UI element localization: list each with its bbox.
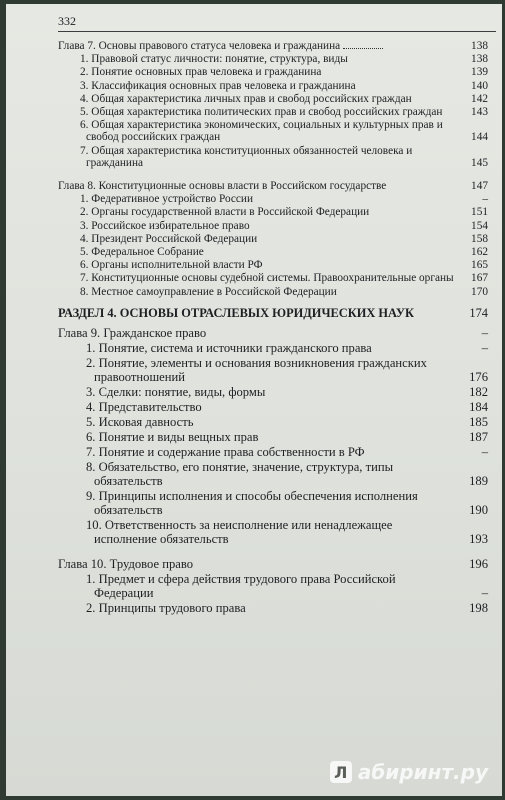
item-text: 2. Принципы трудового права — [86, 600, 246, 615]
item-text: 6. Общая характеристика экономических, социальных и культурных прав и свобод российских граждан — [80, 119, 443, 144]
list-item — [58, 233, 488, 245]
page-ref: 193 — [469, 531, 488, 546]
item-text: 1. Предмет и сфера действия трудового права Российской Федерации — [86, 571, 396, 600]
item-text: 6. Понятие и виды вещных прав — [86, 429, 259, 444]
book-page — [6, 4, 502, 796]
chapter-title: Глава 9. Гражданское право — [58, 325, 207, 340]
list-item — [58, 356, 488, 384]
list-item — [58, 66, 488, 78]
page-ref: 145 — [471, 156, 488, 169]
item-text: 3. Классификация основных прав человека и гражданина — [80, 79, 356, 92]
list-item — [58, 106, 488, 118]
page-ref: 190 — [469, 502, 488, 517]
header-rule — [58, 31, 496, 32]
labirint-logo-icon: Л — [330, 761, 352, 783]
page-ref: 189 — [469, 473, 488, 488]
list-item — [58, 272, 488, 284]
page-ref: 140 — [471, 79, 488, 92]
list-item — [58, 93, 488, 105]
list-item — [58, 246, 488, 258]
item-text: 7. Общая характеристика конституционных обязанностей человека и гражданина — [80, 144, 413, 169]
page-ref: 174 — [469, 305, 488, 320]
page-ref: – — [481, 325, 488, 340]
item-text: 3. Российское избирательное право — [80, 219, 250, 232]
page-ref: 139 — [471, 66, 488, 79]
chapter-title: Глава 8. Конституционные основы власти в Российском государстве — [58, 180, 387, 193]
page-ref: 151 — [471, 206, 488, 219]
item-text: 10. Ответственность за неисполнение или ненадлежащее исполнение обязательств — [86, 517, 393, 546]
item-text: 4. Президент Российской Федерации — [80, 232, 258, 245]
item-text: 2. Органы государственной власти в Российской Федерации — [80, 206, 370, 219]
list-item — [58, 385, 488, 399]
page-ref: 185 — [469, 414, 488, 429]
page-number: 332 — [58, 14, 76, 28]
list-item — [58, 206, 488, 218]
item-text: 2. Понятие, элементы и основания возникновения гражданских правоотношений — [86, 355, 427, 384]
page-ref: 154 — [471, 219, 488, 232]
chapter-title: Глава 10. Трудовое право — [58, 556, 194, 571]
item-text: 4. Представительство — [86, 399, 202, 414]
list-item — [58, 518, 488, 546]
list-item — [58, 460, 488, 488]
list-item — [58, 430, 488, 444]
list-item — [58, 259, 488, 271]
page-ref: 196 — [469, 556, 488, 571]
list-item: 1. Федеративное устройство России – — [80, 193, 488, 206]
item-text: 9. Принципы исполнения и способы обеспечения исполнения обязательств — [86, 488, 418, 517]
list-item — [58, 400, 488, 414]
page-ref: 184 — [469, 399, 488, 414]
item-text: 1. Правовой статус личности: понятие, структура, виды — [80, 53, 348, 66]
page-ref: 143 — [471, 106, 488, 119]
list-item — [58, 220, 488, 232]
page-ref: 170 — [471, 285, 488, 298]
list-item — [58, 145, 488, 169]
section-title: РАЗДЕЛ 4. ОСНОВЫ ОТРАСЛЕВЫХ ЮРИДИЧЕСКИХ НАУК — [58, 305, 414, 320]
item-text: 8. Обязательство, его понятие, значение, структура, типы обязательств — [86, 459, 394, 488]
list-item — [58, 286, 488, 298]
page-ref: 187 — [469, 429, 488, 444]
page-ref: 198 — [469, 600, 488, 615]
watermark — [330, 760, 488, 784]
page-ref: 144 — [471, 131, 488, 144]
page-ref: 138 — [471, 40, 488, 52]
list-item — [58, 601, 488, 615]
list-item — [58, 53, 488, 65]
list-item — [58, 415, 488, 429]
watermark-text: абиринт.ру — [357, 760, 488, 784]
item-text: 7. Понятие и содержание права собственности в РФ — [86, 444, 365, 459]
list-item: 1. Предмет и сфера действия трудового права Российской Федерации – — [86, 571, 488, 600]
list-item — [58, 489, 488, 517]
list-item — [58, 119, 488, 143]
page-ref: 142 — [471, 92, 488, 105]
section-4-heading — [58, 306, 488, 320]
page-ref: 176 — [469, 369, 488, 384]
page-ref: 165 — [471, 259, 488, 272]
page-ref: 182 — [469, 384, 488, 399]
page-ref: 167 — [471, 272, 488, 285]
item-text: 2. Понятие основных прав человека и гражданина — [80, 66, 322, 79]
item-text: 1. Федеративное устройство России — [80, 193, 254, 206]
page-ref: 158 — [471, 232, 488, 245]
page-ref: 162 — [471, 246, 488, 259]
item-text: 5. Исковая давность — [86, 414, 194, 429]
item-text: 6. Органы исполнительной власти РФ — [80, 259, 263, 272]
item-text: 3. Сделки: понятие, виды, формы — [86, 384, 266, 399]
list-item — [58, 80, 488, 92]
item-text: 8. Местное самоуправление в Российской Федерации — [80, 285, 337, 298]
chapter-7-entry — [58, 40, 488, 52]
chapter-10-entry — [58, 557, 488, 571]
item-text: 5. Общая характеристика политических прав и свобод российских граждан — [80, 106, 443, 119]
list-item: 7. Понятие и содержание права собственности в РФ – — [86, 444, 488, 459]
table-of-contents — [58, 40, 488, 616]
item-text: 4. Общая характеристика личных прав и свобод российских граждан — [80, 92, 412, 105]
item-text: 5. Федеральное Собрание — [80, 246, 204, 259]
chapter-9-entry — [58, 326, 488, 340]
page-ref: 138 — [471, 53, 488, 66]
item-text: 1. Понятие, система и источники гражданского права — [86, 340, 372, 355]
item-text: 7. Конституционные основы судебной системы. Правоохранительные органы — [80, 272, 454, 285]
chapter-8-entry — [58, 180, 488, 192]
list-item: 1. Понятие, система и источники гражданского права – — [86, 340, 488, 355]
chapter-title: Глава 7. Основы правового статуса человека и гражданина — [58, 40, 341, 52]
page-ref: 147 — [471, 180, 488, 193]
